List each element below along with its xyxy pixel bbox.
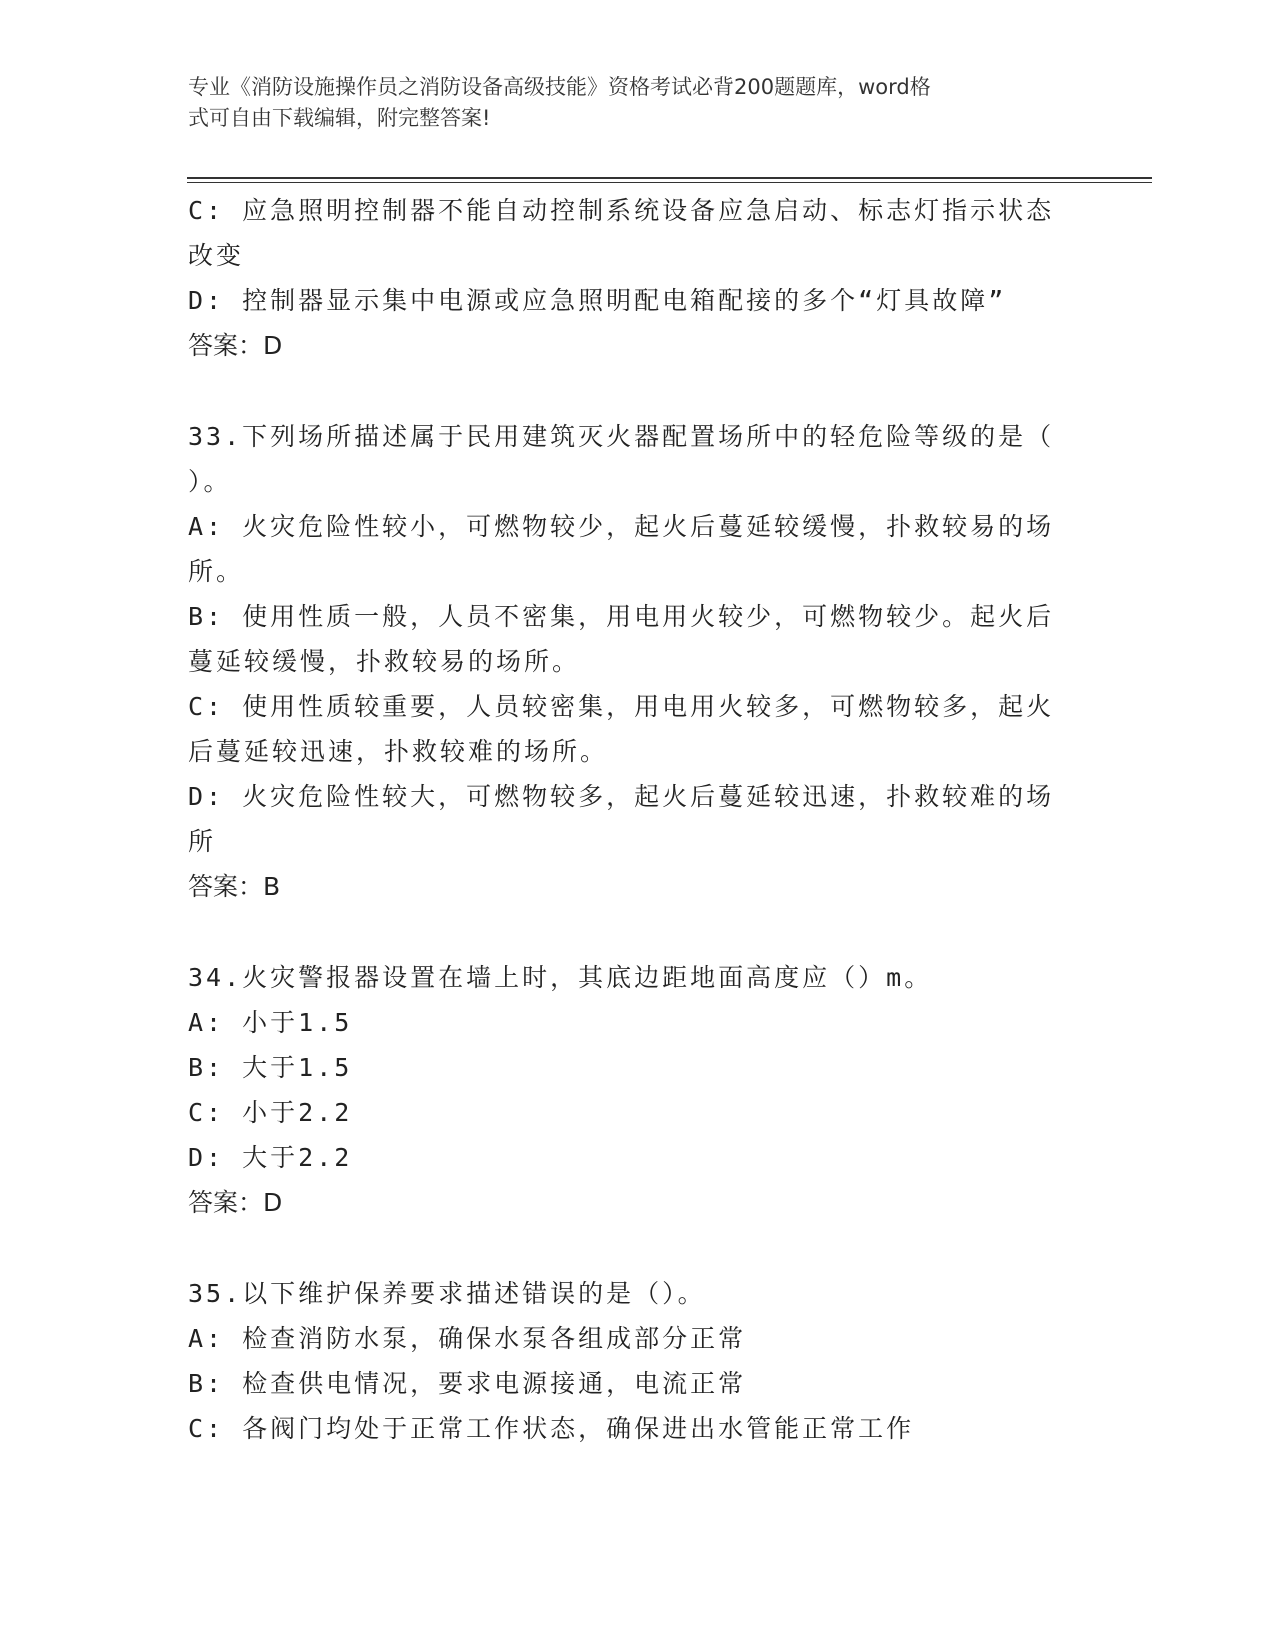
spacer [188, 909, 1078, 955]
header-line-2: 式可自由下载编辑，附完整答案! [188, 106, 491, 130]
option-d: D: 大于2.2 [188, 1143, 353, 1172]
question-stem: 33.下列场所描述属于民用建筑灭火器配置场所中的轻危险等级的是（ [188, 422, 1055, 451]
document-header [188, 72, 1068, 134]
question-stem-continued: ）。 [188, 467, 232, 496]
option-b: B: 使用性质一般，人员不密集，用电用火较少，可燃物较少。起火后 [188, 602, 1055, 631]
option-a-continued: 所。 [188, 557, 245, 586]
answer-label: 答案：D [188, 331, 283, 360]
option-b-continued: 蔓延较缓慢，扑救较易的场所。 [188, 647, 581, 676]
header-divider-thick [187, 177, 1152, 179]
option-c: C: 小于2.2 [188, 1098, 353, 1127]
option-c-continued: 后蔓延较迅速，扑救较难的场所。 [188, 737, 609, 766]
option-d: D: 控制器显示集中电源或应急照明配电箱配接的多个“灯具故障” [188, 286, 1007, 315]
option-a: A: 火灾危险性较小，可燃物较少，起火后蔓延较缓慢，扑救较易的场 [188, 512, 1055, 541]
answer-label: 答案：B [188, 872, 281, 901]
option-b: B: 检查供电情况，要求电源接通，电流正常 [188, 1369, 747, 1398]
question-stem: 34.火灾警报器设置在墙上时，其底边距地面高度应（）m。 [188, 963, 933, 992]
previous-question-block [188, 188, 1078, 368]
question-35-block [188, 1271, 1078, 1451]
option-c: C: 各阀门均处于正常工作状态，确保进出水管能正常工作 [188, 1414, 915, 1443]
answer-label: 答案：D [188, 1188, 283, 1217]
option-c-continued: 改变 [188, 241, 245, 270]
question-stem: 35.以下维护保养要求描述错误的是（）。 [188, 1279, 706, 1308]
header-divider-thin [187, 182, 1152, 183]
option-c: C: 应急照明控制器不能自动控制系统设备应急启动、标志灯指示状态 [188, 196, 1055, 225]
option-c: C: 使用性质较重要，人员较密集，用电用火较多，可燃物较多，起火 [188, 692, 1055, 721]
option-a: A: 小于1.5 [188, 1008, 353, 1037]
header-line-1: 专业《消防设施操作员之消防设备高级技能》资格考试必背200题题库，word格 [188, 75, 931, 99]
option-d: D: 火灾危险性较大，可燃物较多，起火后蔓延较迅速，扑救较难的场 [188, 782, 1055, 811]
option-b: B: 大于1.5 [188, 1053, 353, 1082]
question-33-block [188, 414, 1078, 909]
question-34-block [188, 955, 1078, 1225]
question-content [188, 188, 1078, 1451]
option-d-continued: 所 [188, 827, 217, 856]
spacer [188, 1225, 1078, 1271]
option-a: A: 检查消防水泵，确保水泵各组成部分正常 [188, 1324, 747, 1353]
spacer [188, 368, 1078, 414]
